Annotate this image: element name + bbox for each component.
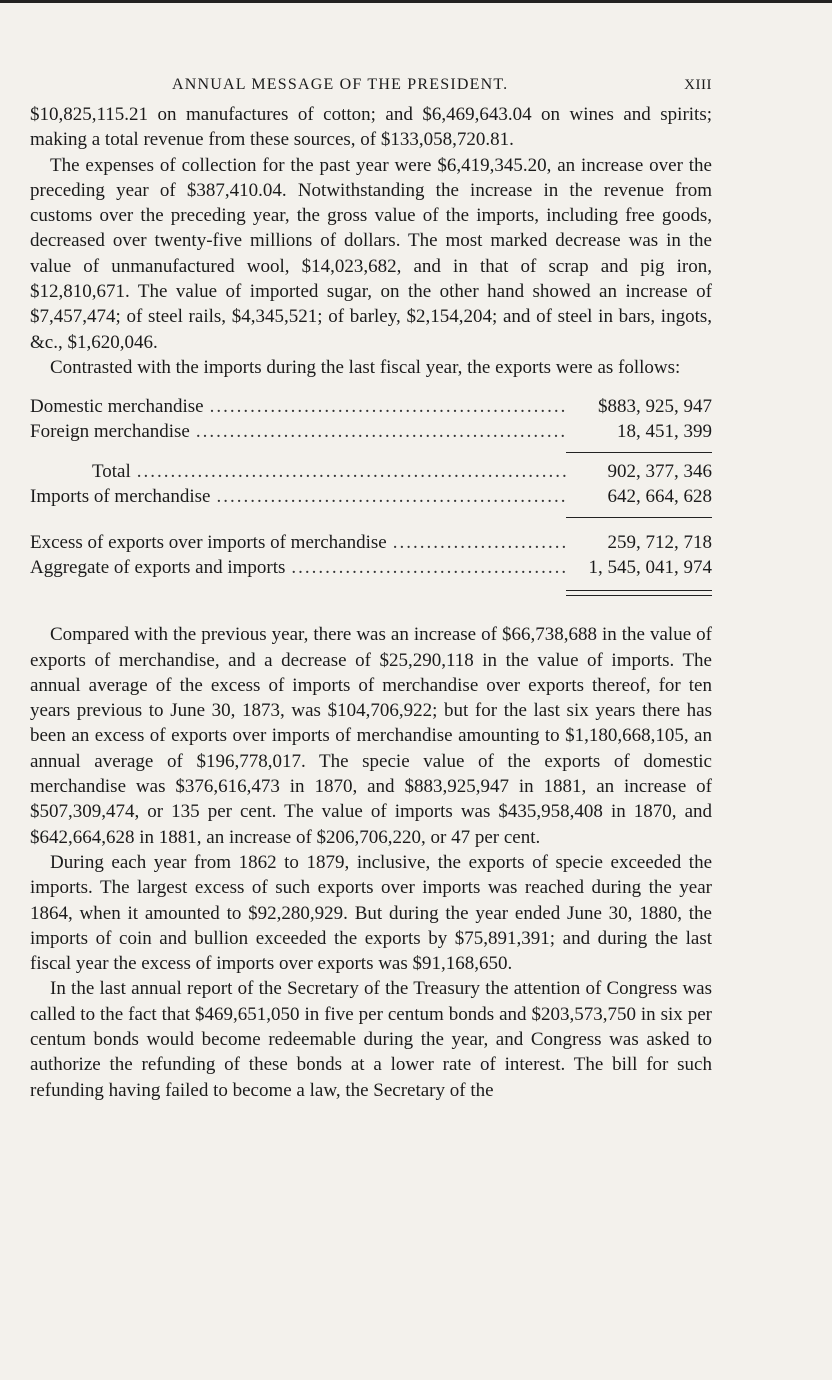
dot-leader xyxy=(196,421,566,443)
dot-leader xyxy=(216,486,566,508)
page-number: XIII xyxy=(684,77,712,93)
total-double-rule xyxy=(566,590,712,596)
table-row-foreign xyxy=(30,421,712,446)
paragraph-revenue-continued: $10,825,115.21 on manufactures of cotton; and $6,469,643.04 on wines and spirits; making a total revenue from these sources, of $133,058,720.81. xyxy=(30,104,712,151)
dot-leader xyxy=(137,461,566,483)
table-row-aggregate xyxy=(30,557,712,582)
table-row-excess xyxy=(30,532,712,557)
document-page xyxy=(30,76,712,1103)
row-value: 259, 712, 718 xyxy=(607,532,712,554)
row-value: $883, 925, 947 xyxy=(598,396,712,418)
paragraph-exports-intro: Contrasted with the imports during the last fiscal year, the exports were as follows: xyxy=(50,356,681,378)
table-row-domestic xyxy=(30,396,712,421)
row-label: Excess of exports over imports of merchandise xyxy=(30,532,387,554)
running-header xyxy=(30,76,712,102)
row-label: Foreign merchandise xyxy=(30,421,190,443)
row-value: 902, 377, 346 xyxy=(607,461,712,483)
paragraph-specie: During each year from 1862 to 1879, inclusive, the exports of specie exceeded the imports. The largest excess of such exports over imports was reached during the year 1864, when it amounted to $92,280,929. But during the year ended June 30, 1880, the imports of coin and bullion exceeded the exports by $75,891,391; and during the last fiscal year the excess of imports over exports was $91,168,650. xyxy=(30,851,712,975)
row-label: Imports of merchandise xyxy=(30,486,211,508)
paragraph-expenses: The expenses of collection for the past year were $6,419,345.20, an increase over the preceding year of $387,410.04. Notwithstanding the increase in the revenue from customs over the preceding year, the gross value of the imports, including free goods, decreased over twenty-five millions of dollars. The most marked decrease was in the value of unmanufactured wool, $14,023,682, and in that of scrap and pig iron, $12,810,671. The value of imported sugar, on the other hand showed an increase of $7,457,474; of steel rails, $4,345,521; of barley, $2,154,204; and of steel in bars, ingots, &c., $1,620,046. xyxy=(30,154,712,353)
dot-leader xyxy=(210,396,566,418)
dot-leader xyxy=(291,557,566,579)
row-label: Total xyxy=(92,461,131,483)
paragraph-refunding: In the last annual report of the Secretary of the Treasury the attention of Congress was called to the fact that $469,651,050 in five per centum bonds and $203,573,750 in six per centum bonds would become redeemable during the year, and Congress was asked to authorize the refunding of these bonds at a lower rate of interest. The bill for such refunding having failed to become a law, the Secretary of the xyxy=(30,978,712,1101)
dot-leader xyxy=(393,532,566,554)
paragraph-comparison: Compared with the previous year, there was an increase of $66,738,688 in the value of exports of merchandise, and a decrease of $25,290,118 in the value of imports. The annual average of the excess of imports of merchandise over exports thereof, for ten years previous to June 30, 1873, was $104,706,922; but for the last six years there has been an excess of exports over imports of merchandise amounting to $1,180,668,105, an annual average of $196,778,017. The specie value of the exports of domestic merchandise was $376,616,473 in 1870, and $883,925,947 in 1881, an increase of $507,309,474, or 135 per cent. The value of imports was $435,958,408 in 1870, and $642,664,628 in 1881, an increase of $206,706,220, or 47 per cent. xyxy=(30,624,712,848)
row-value: 1, 545, 041, 974 xyxy=(588,557,712,579)
row-label: Aggregate of exports and imports xyxy=(30,557,286,579)
page-top-border xyxy=(0,0,832,3)
table-row-total xyxy=(30,461,712,486)
header-title: ANNUAL MESSAGE OF THE PRESIDENT. xyxy=(172,76,509,93)
row-label: Domestic merchandise xyxy=(30,396,204,418)
exports-table xyxy=(30,396,712,596)
table-row-imports xyxy=(30,486,712,511)
row-value: 642, 664, 628 xyxy=(607,486,712,508)
row-value: 18, 451, 399 xyxy=(617,421,712,443)
